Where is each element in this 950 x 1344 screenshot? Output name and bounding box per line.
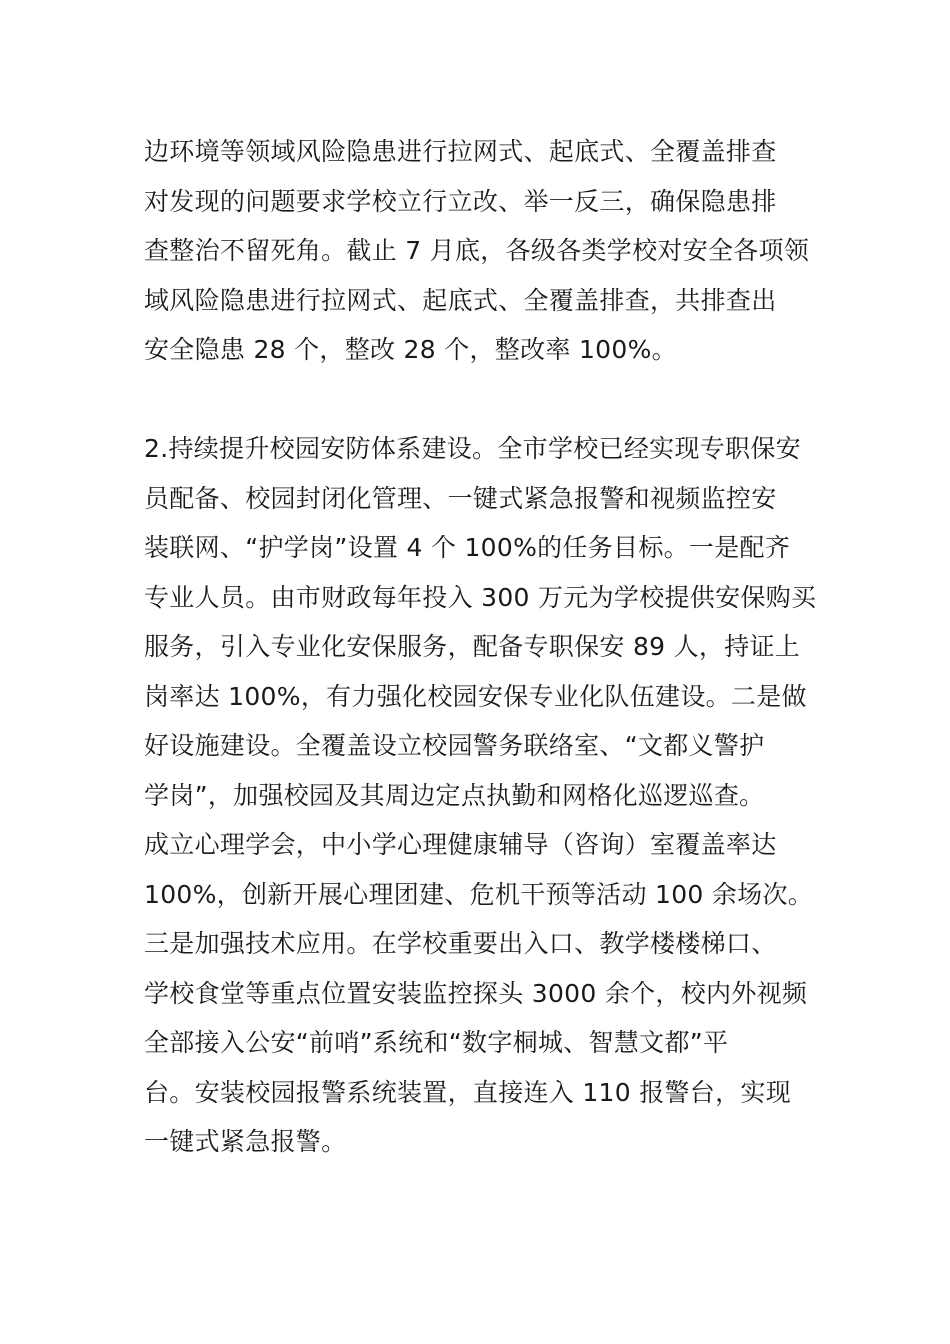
text-line: 安全隐患 28 个，整改 28 个，整改率 100%。: [144, 335, 677, 364]
text-line: 全部接入公安“前哨”系统和“数字桐城、智慧文都”平: [144, 1028, 729, 1057]
text-line: 域风险隐患进行拉网式、起底式、全覆盖排查，共排查出: [144, 285, 777, 315]
paragraph-risk-inspection: [144, 127, 814, 375]
text-line: 对发现的问题要求学校立行立改、举一反三，确保隐患排: [144, 186, 777, 216]
text-line: 2.持续提升校园安防体系建设。全市学校已经实现专职保安: [144, 434, 801, 463]
text-line: 好设施建设。全覆盖设立校园警务联络室、“文都义警护: [144, 731, 765, 760]
text-line: 岗率达 100%，有力强化校园安保专业化队伍建设。二是做: [144, 681, 807, 711]
paragraph-campus-security: [144, 424, 817, 1167]
text-line: 学岗”，加强校园及其周边定点执勤和网格化巡逻巡查。: [144, 780, 765, 810]
text-line: 台。安装校园报警系统装置，直接连入 110 报警台，实现: [144, 1077, 792, 1107]
text-line: 专业人员。由市财政每年投入 300 万元为学校提供安保购买: [144, 582, 817, 612]
text-line: 一键式紧急报警。: [144, 1127, 347, 1156]
text-line: 装联网、“护学岗”设置 4 个 100%的任务目标。一是配齐: [144, 533, 791, 562]
text-line: 成立心理学会，中小学心理健康辅导（咨询）室覆盖率达: [144, 830, 777, 859]
text-line: 员配备、校园封闭化管理、一键式紧急报警和视频监控安: [144, 483, 777, 513]
text-line: 查整治不留死角。截止 7 月底，各级各类学校对安全各项领: [144, 236, 810, 265]
text-line: 学校食堂等重点位置安装监控探头 3000 余个，校内外视频: [144, 978, 808, 1008]
text-line: 服务，引入专业化安保服务，配备专职保安 89 人，持证上: [144, 632, 801, 661]
text-line: 100%，创新开展心理团建、危机干预等活动 100 余场次。: [144, 879, 814, 909]
text-line: 边环境等领域风险隐患进行拉网式、起底式、全覆盖排查: [144, 137, 777, 166]
text-line: 三是加强技术应用。在学校重要出入口、教学楼楼梯口、: [144, 929, 777, 958]
